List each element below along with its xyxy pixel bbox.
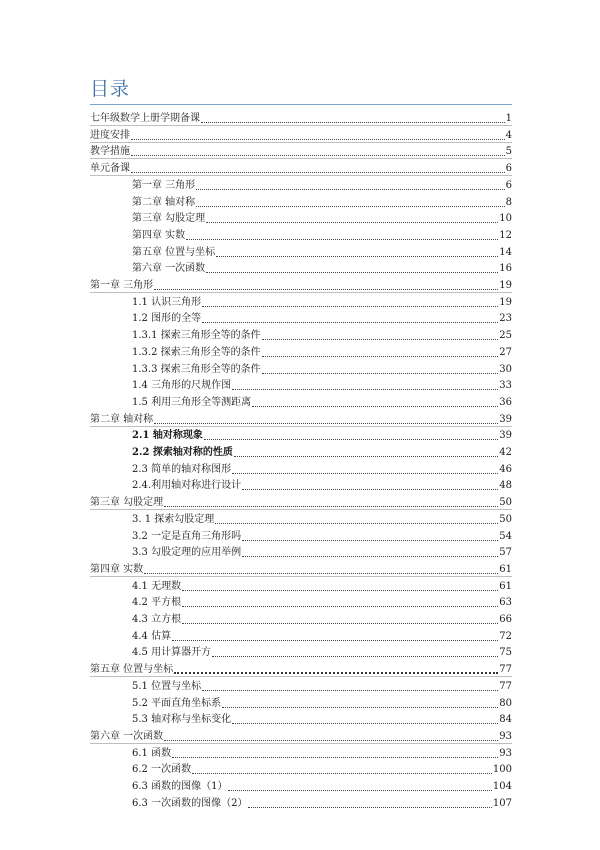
toc-subsection-entry[interactable] (132, 309, 512, 325)
toc-page-number: 46 (499, 463, 512, 475)
toc-page-number: 93 (499, 747, 512, 759)
toc-subsection-entry[interactable] (132, 443, 512, 459)
toc-entry-label: 4.4 估算 (132, 630, 172, 642)
toc-subsection-entry[interactable] (132, 476, 512, 492)
toc-entry-label: 1.5 利用三角形全等测距离 (132, 396, 252, 408)
toc-entry-label: 教学措施 (90, 146, 130, 158)
toc-subsection-entry[interactable] (132, 610, 512, 626)
toc-subsection-entry[interactable] (132, 343, 512, 359)
toc-entry-label: 1.4 三角形的尺规作图 (132, 380, 232, 392)
toc-entry-label: 5.1 位置与坐标 (132, 680, 202, 692)
toc-subsection-entry[interactable] (132, 360, 512, 376)
toc-page-number: 72 (499, 630, 512, 642)
toc-section-entry[interactable] (90, 159, 512, 176)
toc-subsection-entry[interactable] (132, 393, 512, 409)
toc-page-number: 104 (492, 781, 512, 792)
toc-entry-label: 4.3 立方根 (132, 614, 182, 625)
toc-dot-leader (202, 690, 498, 691)
toc-page-number: 39 (499, 430, 512, 442)
toc-subsection-entry[interactable] (132, 543, 512, 559)
toc-entry-label: 第一章 三角形 (90, 280, 154, 291)
toc-dot-leader (206, 272, 498, 273)
toc-dot-leader (232, 723, 498, 724)
toc-entry-label: 2.1 轴对称现象 (132, 430, 203, 442)
toc-page-number: 23 (499, 313, 512, 325)
toc-page-number: 14 (499, 246, 512, 258)
toc-dot-leader (202, 306, 498, 307)
toc-section-entry[interactable] (90, 560, 512, 577)
toc-page-number: 19 (499, 280, 512, 291)
toc-dot-leader (196, 206, 504, 207)
toc-dot-leader (131, 155, 505, 156)
toc-dot-leader (186, 239, 498, 240)
toc-dot-leader (216, 256, 498, 257)
toc-dot-leader (232, 473, 498, 474)
toc-entry-label: 1.3.1 探索三角形全等的条件 (132, 330, 261, 342)
toc-entry-label: 第三章 勾股定理 (132, 213, 206, 225)
toc-entry-label: 第四章 实数 (90, 563, 144, 575)
toc-entry-label: 4.2 平方根 (132, 597, 182, 609)
toc-entry-label: 进度安排 (90, 129, 130, 141)
toc-page-number: 10 (499, 213, 512, 225)
toc-section-entry[interactable] (90, 410, 512, 427)
toc-dot-leader (242, 489, 498, 490)
toc-page-number: 57 (499, 547, 512, 559)
toc-page-number: 25 (499, 330, 512, 342)
toc-entry-label: 6.1 函数 (132, 747, 172, 759)
toc-entry-label: 3. 1 探索勾股定理 (132, 513, 215, 525)
toc-subsection-entry[interactable] (132, 193, 512, 209)
toc-page-number: 6 (505, 179, 512, 191)
toc-entry-label: 第五章 位置与坐标 (132, 246, 216, 258)
toc-section-entry[interactable] (90, 660, 512, 677)
toc-dot-leader (182, 606, 498, 607)
toc-dot-leader (172, 757, 498, 758)
toc-subsection-entry[interactable] (132, 760, 512, 776)
toc-dot-leader (154, 423, 498, 424)
toc-dot-leader (174, 672, 498, 674)
toc-section-entry[interactable] (90, 126, 512, 143)
toc-subsection-entry[interactable] (132, 510, 512, 526)
toc-entry-label: 5.2 平面直角坐标系 (132, 697, 222, 709)
toc-subsection-entry[interactable] (132, 694, 512, 710)
toc-dot-leader (131, 172, 505, 173)
toc-dot-leader (144, 573, 498, 574)
toc-subsection-entry[interactable] (132, 794, 512, 810)
toc-dot-leader (182, 623, 498, 624)
toc-entry-label: 6.3 函数的图像（1） (132, 781, 228, 792)
toc-page-number: 107 (492, 797, 512, 809)
toc-page-number: 80 (499, 697, 512, 709)
toc-page-number: 1 (505, 113, 512, 124)
toc-dot-leader (215, 523, 498, 524)
toc-page-number: 36 (499, 396, 512, 408)
toc-dot-leader (164, 506, 498, 507)
toc-entry-label: 1.3.3 探索三角形全等的条件 (132, 363, 261, 375)
toc-entry-label: 1.2 图形的全等 (132, 313, 202, 325)
toc-entry-label: 2.4.利用轴对称进行设计 (132, 480, 242, 492)
toc-subsection-entry[interactable] (132, 460, 512, 476)
toc-entry-label: 第六章 一次函数 (132, 263, 206, 275)
toc-page-number: 54 (499, 530, 512, 542)
toc-dot-leader (222, 707, 498, 708)
toc-page-number: 42 (499, 447, 512, 458)
toc-entry-label: 2.3 简单的轴对称图形 (132, 463, 232, 475)
toc-section-entry[interactable] (90, 109, 512, 126)
toc-page-number: 100 (492, 764, 512, 776)
toc-section-entry[interactable] (90, 727, 512, 744)
toc-page-number: 61 (499, 580, 512, 592)
toc-page-number: 50 (499, 497, 512, 509)
toc-entry-label: 4.5 用计算器开方 (132, 647, 212, 659)
toc-entry-label: 3.3 勾股定理的应用举例 (132, 547, 242, 559)
toc-subsection-entry[interactable] (132, 744, 512, 760)
toc-subsection-entry[interactable] (132, 176, 512, 192)
toc-subsection-entry[interactable] (132, 226, 512, 242)
toc-entry-label: 1.3.2 探索三角形全等的条件 (132, 346, 261, 358)
toc-subsection-entry[interactable] (132, 209, 512, 225)
toc-dot-leader (242, 540, 498, 541)
toc-page-number: 30 (499, 363, 512, 375)
toc-page-number: 27 (499, 346, 512, 358)
toc-entry-label: 第二章 轴对称 (90, 413, 154, 425)
toc-subsection-entry[interactable] (132, 293, 512, 309)
toc-subsection-entry[interactable] (132, 777, 512, 793)
toc-entry-label: 单元备课 (90, 163, 130, 175)
toc-dot-leader (262, 356, 499, 357)
toc-section-entry[interactable] (90, 142, 512, 159)
toc-entry-label: 5.3 轴对称与坐标变化 (132, 714, 232, 726)
toc-entry-label: 第二章 轴对称 (132, 196, 196, 208)
toc-dot-leader (232, 389, 498, 390)
toc-subsection-entry[interactable] (132, 710, 512, 726)
toc-dot-leader (154, 289, 498, 290)
toc-page-number: 16 (499, 263, 512, 275)
toc-dot-leader (201, 122, 505, 123)
toc-section-entry[interactable] (90, 276, 512, 293)
toc-subsection-entry[interactable] (132, 677, 512, 693)
toc-dot-leader (262, 373, 499, 374)
toc-title: 目录 (90, 78, 131, 100)
toc-subsection-entry[interactable] (132, 577, 512, 593)
toc-subsection-entry[interactable] (132, 259, 512, 275)
toc-entry-label: 1.1 认识三角形 (132, 296, 202, 308)
toc-dot-leader (192, 773, 492, 774)
toc-dot-leader (172, 640, 498, 641)
toc-entry-label: 6.2 一次函数 (132, 764, 192, 776)
toc-dot-leader (204, 439, 498, 440)
toc-entry-label: 第一章 三角形 (132, 179, 196, 191)
toc-dot-leader (242, 556, 498, 557)
toc-dot-leader (228, 790, 491, 791)
toc-entry-label: 第五章 位置与坐标 (90, 664, 174, 676)
toc-page-number: 4 (505, 129, 512, 141)
toc-dot-leader (164, 740, 498, 741)
toc-dot-leader (196, 189, 504, 190)
toc-page-number: 75 (499, 647, 512, 659)
toc-entry-label: 6.3 一次函数的图像（2） (132, 797, 248, 809)
toc-page-number: 66 (499, 614, 512, 625)
toc-page-number: 77 (499, 664, 512, 676)
toc-page-number: 19 (499, 296, 512, 308)
toc-entry-label: 七年级数学上册学期备课 (90, 113, 200, 124)
toc-subsection-entry[interactable] (132, 376, 512, 392)
toc-subsection-entry[interactable] (132, 527, 512, 543)
toc-subsection-entry[interactable] (132, 243, 512, 259)
toc-page-number: 5 (505, 146, 512, 158)
toc-entry-label: 4.1 无理数 (132, 580, 182, 592)
toc-dot-leader (131, 139, 505, 140)
toc-dot-leader (202, 322, 498, 323)
toc-page-number: 77 (499, 680, 512, 692)
toc-entry-label: 第四章 实数 (132, 229, 186, 241)
toc-subsection-entry[interactable] (132, 326, 512, 342)
toc-dot-leader (212, 656, 498, 657)
toc-page-number: 93 (499, 730, 512, 742)
toc-page-number: 39 (499, 413, 512, 425)
toc-dot-leader (262, 339, 499, 340)
toc-page-number: 84 (499, 714, 512, 726)
toc-entry-label: 第六章 一次函数 (90, 730, 164, 742)
title-divider (90, 104, 512, 105)
toc-page-number: 48 (499, 480, 512, 492)
toc-dot-leader (206, 222, 498, 223)
toc-dot-leader (182, 590, 498, 591)
toc-page-number: 50 (499, 513, 512, 525)
toc-page-number: 61 (499, 563, 512, 575)
toc-entry-label: 2.2 探索轴对称的性质 (132, 447, 233, 458)
toc-dot-leader (252, 406, 498, 407)
toc-entry-label: 第三章 勾股定理 (90, 497, 164, 509)
toc-dot-leader (248, 807, 491, 808)
toc-section-entry[interactable] (90, 493, 512, 510)
toc-subsection-entry[interactable] (132, 593, 512, 609)
toc-page-number: 12 (499, 229, 512, 241)
toc-subsection-entry[interactable] (132, 426, 512, 442)
toc-subsection-entry[interactable] (132, 627, 512, 643)
toc-subsection-entry[interactable] (132, 643, 512, 659)
toc-page-number: 8 (505, 196, 512, 208)
toc-page-number: 6 (505, 163, 512, 175)
toc-entry-label: 3.2 一定是直角三角形吗 (132, 530, 242, 542)
toc-page-number: 33 (499, 380, 512, 392)
toc-page-number: 63 (499, 597, 512, 609)
toc-dot-leader (234, 456, 498, 457)
